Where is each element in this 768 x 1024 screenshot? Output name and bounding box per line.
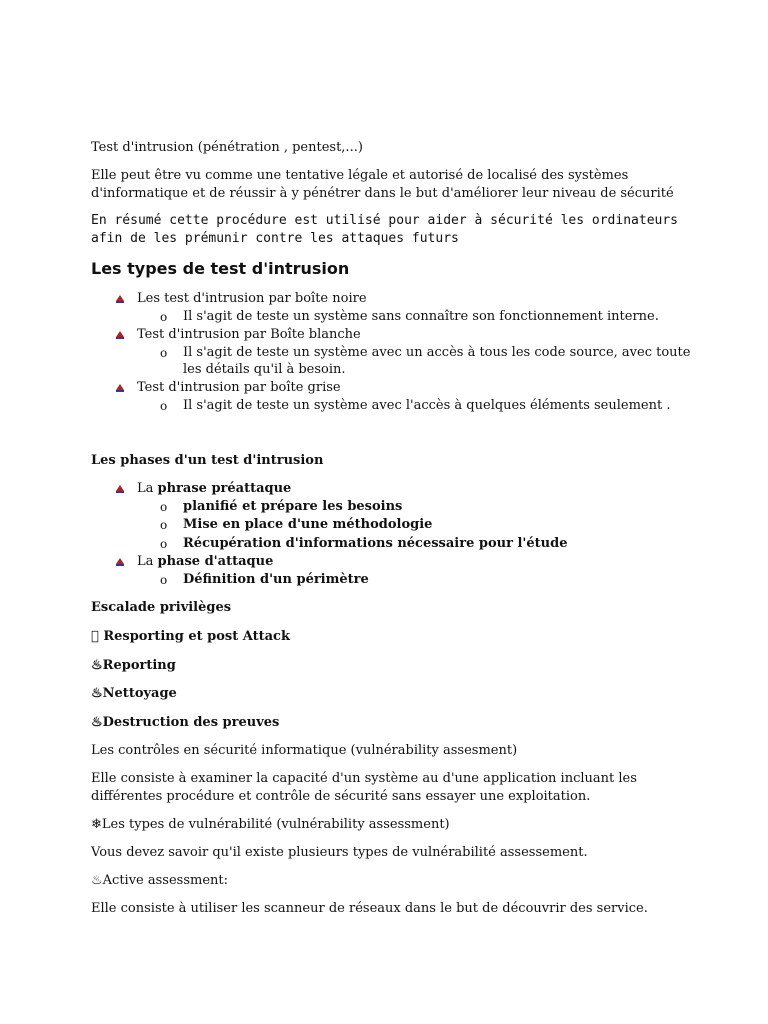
escalade-heading: Escalade privilèges bbox=[91, 600, 232, 615]
phase-1-label: phrase préattaque bbox=[157, 481, 292, 496]
arrow-bullet-icon bbox=[114, 326, 126, 344]
controles-text-1: Elle consiste à examiner la capacité d'un système au d'une application incluant les bbox=[91, 771, 637, 786]
destruction-label: Destruction des preuves bbox=[102, 715, 280, 730]
phase-2-prefix: La bbox=[137, 554, 158, 569]
hot-springs-icon: ♨ bbox=[91, 686, 103, 701]
controles-text-2: différentes procédure et contrôle de sécurité sans essayer une exploitation. bbox=[91, 789, 591, 804]
circle-bullet-icon: o bbox=[160, 518, 168, 532]
snowflake-icon: ❄ bbox=[91, 817, 102, 832]
intro-line-1: Elle peut être vu comme une tentative légale et autorisé de localisé des systèmes bbox=[91, 168, 629, 183]
type-item-2: Test d'intrusion par Boîte blanche bbox=[137, 327, 361, 342]
phase-item-1 bbox=[137, 480, 291, 498]
phases-heading: Les phases d'un test d'intrusion bbox=[91, 453, 324, 468]
summary-line-1: En résumé cette procédure est utilisé pour aider à sécurité les ordinateurs bbox=[91, 213, 678, 228]
type-item-2-detail-1: Il s'agit de teste un système avec un accès à tous les code source, avec toute bbox=[183, 345, 691, 360]
destruction-line bbox=[91, 714, 279, 732]
circle-bullet-icon: o bbox=[160, 399, 168, 413]
nettoyage-label: Nettoyage bbox=[102, 686, 177, 701]
phase-2-step-1: Définition d'un périmètre bbox=[183, 572, 369, 587]
active-line bbox=[91, 872, 228, 890]
type-item-2-detail-2: les détails qu'il à besoin. bbox=[183, 362, 346, 377]
phase-1-step-3: Récupération d'informations nécessaire pour l'étude bbox=[183, 536, 568, 551]
type-item-1: Les test d'intrusion par boîte noire bbox=[137, 291, 367, 306]
arrow-bullet-icon bbox=[114, 290, 126, 308]
circle-bullet-icon: o bbox=[160, 310, 168, 324]
arrow-bullet-icon bbox=[114, 553, 126, 571]
reporting-label: Reporting bbox=[102, 658, 176, 673]
active-label: Active assessment: bbox=[102, 873, 229, 888]
circle-bullet-icon: o bbox=[160, 537, 168, 551]
phase-1-step-1: planifié et prépare les besoins bbox=[183, 499, 403, 514]
intro-line-2: d'informatique et de réussir à y pénétrer dans le but d'améliorer leur niveau de sécurité bbox=[91, 186, 674, 201]
vuln-types-line bbox=[91, 816, 450, 834]
hot-springs-icon: ♨ bbox=[91, 873, 103, 888]
circle-bullet-icon: o bbox=[160, 500, 168, 514]
hot-springs-icon: ♨ bbox=[91, 715, 103, 730]
vuln-types-label: Les types de vulnérabilité (vulnérability assessment) bbox=[101, 817, 450, 832]
arrow-bullet-icon bbox=[114, 480, 126, 498]
arrow-bullet-icon bbox=[114, 379, 126, 397]
vuln-text: Vous devez savoir qu'il existe plusieurs types de vulnérabilité assessement. bbox=[91, 845, 588, 860]
phase-1-step-2: Mise en place d'une méthodologie bbox=[183, 517, 433, 532]
controles-heading: Les contrôles en sécurité informatique (vulnérability assesment) bbox=[91, 743, 518, 758]
summary-line-2: afin de les prémunir contre les attaques futurs bbox=[91, 231, 459, 246]
type-item-1-detail: Il s'agit de teste un système sans connaître son fonctionnement interne. bbox=[183, 309, 659, 324]
phase-1-prefix: La bbox=[137, 481, 158, 496]
reporting-line bbox=[91, 657, 176, 675]
type-item-3: Test d'intrusion par boîte grise bbox=[137, 380, 341, 395]
phase-item-2 bbox=[137, 553, 273, 571]
hot-springs-icon: ♨ bbox=[91, 658, 103, 673]
type-item-3-detail: Il s'agit de teste un système avec l'accès à quelques éléments seulement . bbox=[183, 398, 671, 413]
types-heading: Les types de test d'intrusion bbox=[91, 259, 350, 278]
active-text: Elle consiste à utiliser les scanneur de réseaux dans le but de découvrir des service. bbox=[91, 901, 648, 916]
circle-bullet-icon: o bbox=[160, 346, 168, 360]
title-line: Test d'intrusion (pénétration , pentest,...) bbox=[91, 140, 363, 155]
phase-2-label: phase d'attaque bbox=[157, 554, 274, 569]
circle-bullet-icon: o bbox=[160, 573, 168, 587]
reporting-post-heading: Resporting et post Attack bbox=[91, 629, 278, 644]
nettoyage-line bbox=[91, 685, 177, 703]
